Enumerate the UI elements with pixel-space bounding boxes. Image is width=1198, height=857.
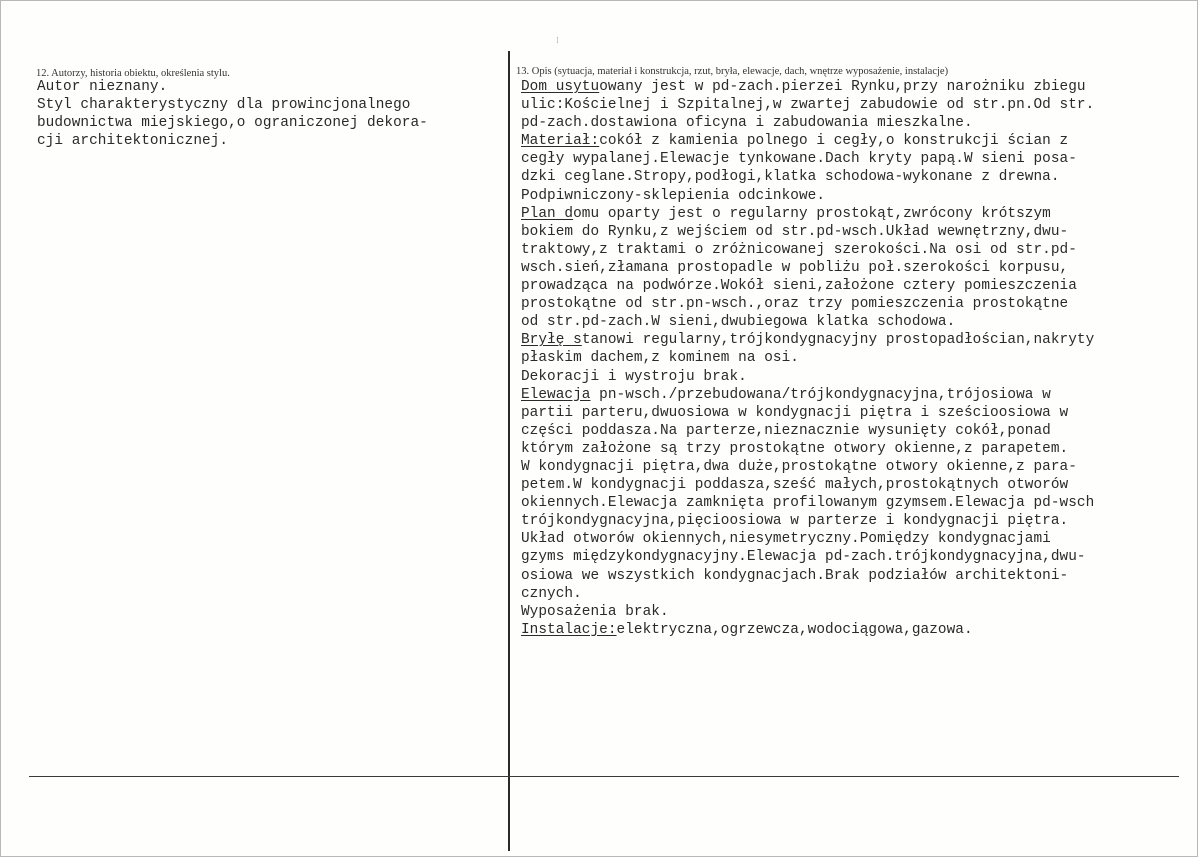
text-line xyxy=(521,530,1094,548)
text-line: Styl charakterystyczny dla prowincjonalnego xyxy=(37,97,411,114)
text-line xyxy=(521,440,1094,458)
line-text: Dekoracji i wystroju brak. xyxy=(521,368,747,385)
underlined-heading: Dom usytu xyxy=(521,79,600,95)
text-line xyxy=(521,512,1094,530)
text-line xyxy=(521,567,1094,585)
text-line xyxy=(521,458,1094,476)
line-text: Układ otworów okiennych,niesymetryczny.Pomiędzy kondygnacjami xyxy=(521,531,1051,548)
line-text: prostokątne od str.pn-wsch.,oraz trzy pomieszczenia prostokątne xyxy=(521,296,1069,313)
text-line xyxy=(521,313,1094,331)
line-text: dzki ceglane.Stropy,podłogi,klatka schodowa-wykonane z drewna. xyxy=(521,169,1060,186)
line-text: części poddasza.Na parterze,nieznacznie wysunięty cokół,ponad xyxy=(521,422,1051,439)
line-text: petem.W kondygnacji poddasza,sześć małych,prostokątnych otworów xyxy=(521,477,1069,494)
line-text: omu oparty jest o regularny prostokąt,zwrócony krótszym xyxy=(573,205,1051,222)
text-line xyxy=(521,78,1094,96)
text-line xyxy=(521,621,1094,639)
line-text: owany jest w pd-zach.pierzei Rynku,przy narożniku zbiegu xyxy=(599,79,1086,95)
line-text: partii parteru,dwuosiowa w kondygnacji piętra i sześcioosiowa w xyxy=(521,404,1069,421)
text-line xyxy=(521,548,1094,566)
line-text: pn-wsch./przebudowana/trójkondygnacyjna,trójosiowa w xyxy=(590,386,1051,403)
text-line xyxy=(521,277,1094,295)
line-text: tanowi regularny,trójkondygnacyjny prostopadłościan,nakryty xyxy=(581,332,1095,349)
line-text: ulic:Kościelnej i Szpitalnej,w zwartej zabudowie od str.pn.Od str. xyxy=(521,97,1095,114)
section-13-label: 13. Opis (sytuacja, materiał i konstrukcja, rzut, bryła, elewacje, dach, wnętrze wyposażenie, instalacje) xyxy=(516,66,949,77)
text-line xyxy=(521,603,1094,621)
text-line xyxy=(521,476,1094,494)
line-text: cokół z kamienia polnego i cegły,o konstrukcji ścian z xyxy=(599,133,1069,150)
text-line: budownictwa miejskiego,o ograniczonej dekora- xyxy=(37,115,428,132)
line-text: elektryczna,ogrzewcza,wodociągowa,gazowa. xyxy=(616,621,973,638)
line-text: bokiem do Rynku,z wejściem od str.pd-wsch.Układ wewnętrzny,dwu- xyxy=(521,223,1069,240)
line-text: od str.pd-zach.W sieni,dwubiegowa klatka schodowa. xyxy=(521,314,956,331)
underlined-heading: Plan d xyxy=(521,205,574,222)
text-line xyxy=(521,187,1094,205)
text-line xyxy=(521,241,1094,259)
text-line xyxy=(521,223,1094,241)
text-line xyxy=(521,386,1094,404)
text-line xyxy=(521,114,1094,132)
text-line xyxy=(521,368,1094,386)
line-text: trójkondygnacyjna,pięcioosiowa w parterze i kondygnacji piętra. xyxy=(521,513,1069,530)
underlined-heading: Bryłę s xyxy=(521,332,582,349)
underlined-heading: Instalacje: xyxy=(521,621,617,638)
line-text: pd-zach.dostawiona oficyna i zabudowania mieszkalne. xyxy=(521,115,973,132)
column-divider xyxy=(508,51,510,851)
text-line xyxy=(521,331,1094,349)
line-text: Podpiwniczony-sklepienia odcinkowe. xyxy=(521,187,826,204)
text-line xyxy=(521,205,1094,223)
text-line xyxy=(521,349,1094,367)
text-line xyxy=(521,96,1094,114)
line-text: traktowy,z traktami o zróżnicowanej szerokości.Na osi od str.pd- xyxy=(521,241,1077,258)
text-line xyxy=(521,168,1094,186)
text-line xyxy=(521,295,1094,313)
text-line xyxy=(521,150,1094,168)
text-line xyxy=(521,494,1094,512)
text-line: Autor nieznany. xyxy=(37,79,168,95)
pencil-mark: ⁞ xyxy=(556,36,559,46)
bottom-rule xyxy=(29,776,1179,777)
text-line xyxy=(521,422,1094,440)
line-text: którym założone są trzy prostokątne otwory okienne,z parapetem. xyxy=(521,440,1069,457)
line-text: W kondygnacji piętra,dwa duże,prostokątne otwory okienne,z para- xyxy=(521,458,1077,475)
line-text: prowadząca na podwórze.Wokół sieni,założone cztery pomieszczenia xyxy=(521,278,1077,295)
text-line xyxy=(521,585,1094,603)
underlined-heading: Elewacja xyxy=(521,386,591,403)
underlined-heading: Materiał: xyxy=(521,133,600,150)
text-line xyxy=(521,404,1094,422)
line-text: osiowa we wszystkich kondygnacjach.Brak podziałów architektoni- xyxy=(521,567,1069,584)
line-text: Wyposażenia brak. xyxy=(521,603,669,620)
section-12-text xyxy=(37,78,428,150)
section-13-text xyxy=(521,78,1094,639)
line-text: gzyms międzykondygnacyjny.Elewacja pd-zach.trójkondygnacyjna,dwu- xyxy=(521,549,1086,566)
text-line xyxy=(521,259,1094,277)
line-text: płaskim dachem,z kominem na osi. xyxy=(521,350,799,367)
line-text: okiennych.Elewacja zamknięta profilowanym gzymsem.Elewacja pd-wsch xyxy=(521,495,1095,512)
line-text: wsch.sień,złamana prostopadle w pobliżu poł.szerokości korpusu, xyxy=(521,259,1069,276)
text-line xyxy=(521,132,1094,150)
text-line: cji architektonicznej. xyxy=(37,133,229,150)
section-12-label: 12. Autorzy, historia obiektu, określenia stylu. xyxy=(36,68,230,79)
line-text: cznych. xyxy=(521,585,582,602)
line-text: cegły wypalanej.Elewacje tynkowane.Dach kryty papą.W sieni posa- xyxy=(521,151,1077,168)
